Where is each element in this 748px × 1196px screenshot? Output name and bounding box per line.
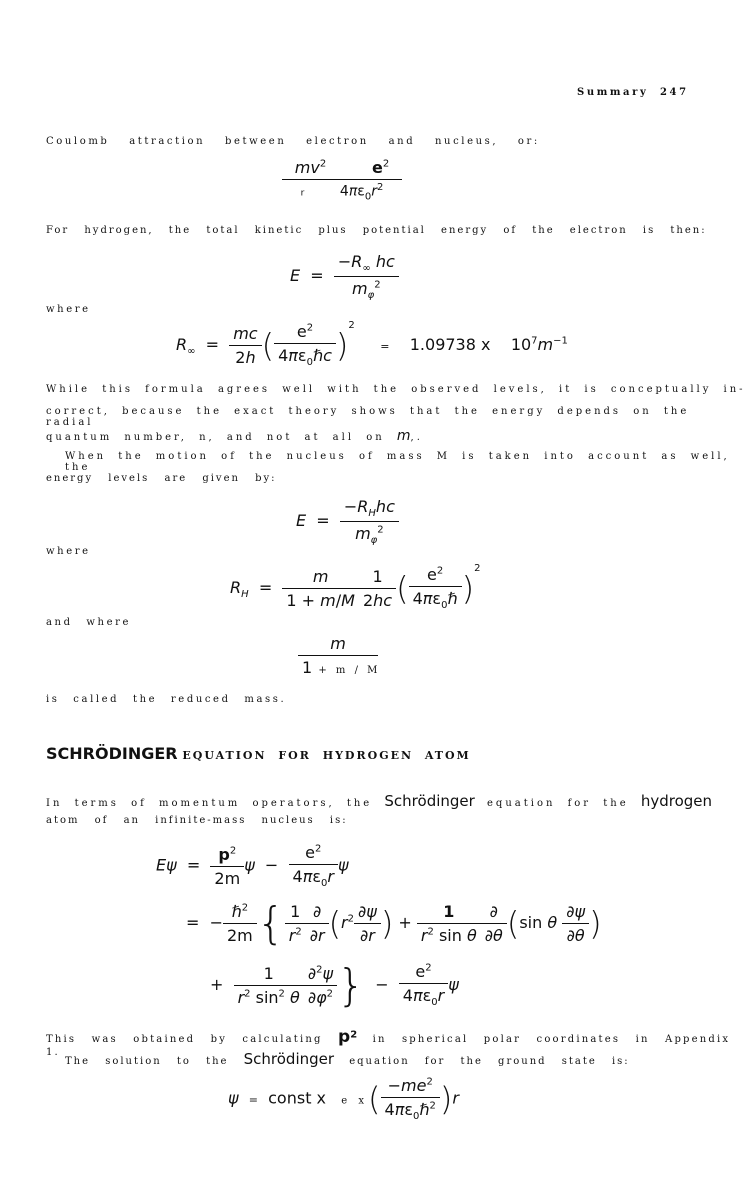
equation-schrodinger-line-1: Eψ = $\frac{p^2}{2m}$ ψ − $\frac{e^2}{4\pi\varepsilon_0r}$ ψ <box>156 843 349 890</box>
section-heading-rest: EQUATION FOR HYDROGEN ATOM <box>182 749 471 762</box>
const-label: const x <box>268 1088 327 1108</box>
paragraph-conceptual-1: While this formula agrees well with the observed levels, it is conceptually in- <box>46 384 746 395</box>
equation-energy-infinite: E = $\frac{-R_\infty hc}{m_\varphi^2}$ <box>290 252 399 301</box>
paragraph-appendix: This was obtained by calculating $p^2$ in spherical polar coordinates in Appendix 1. <box>46 1027 731 1058</box>
paragraph-nucleus-1: When the motion of the nucleus of mass M is taken into account as well, the <box>65 451 730 473</box>
section-heading <box>46 744 471 763</box>
paragraph-conceptual-2: correct, because the exact theory shows that the energy depends on the radial <box>46 406 690 428</box>
equation-rydberg-infinite: $R_\infty$ = $\frac{mc}{2h}$ ( $\frac{e^2}{4\pi\varepsilon_0\hbar c}$ )$^2$ = 1.09738 x $10^7m^{-1}$ <box>176 320 568 369</box>
symbol-m: m <box>396 428 411 444</box>
rydberg-value: 1.09738 x <box>409 335 491 354</box>
equation-energy-finite: E = $\frac{-R_Hhc}{m_\varphi^2}$ <box>296 497 399 546</box>
label-where-2: where <box>46 546 91 557</box>
equation-reduced-mass: $\frac{m}{1 + m / M}$ <box>298 634 378 677</box>
running-title: Summary <box>577 87 649 98</box>
equation-coulomb: $\frac{mv^2 e^2}{r 4\pi\varepsilon_0r^2}$ <box>282 158 402 202</box>
page-number: 247 <box>660 87 689 98</box>
exp-label: e x <box>341 1095 369 1107</box>
section-heading-word: SCHRÖDINGER <box>46 744 178 763</box>
equation-rydberg-hydrogen: $R_H$ = $\frac{m}{1 + m/M}$ $\frac{1}{2hc}$ ( $\frac{e^2}{4\pi\varepsilon_0\hbar}$ )$^2$ <box>230 563 481 612</box>
paragraph-coulomb: Coulomb attraction between electron and nucleus, or: <box>46 136 540 147</box>
label-and-where: and where <box>46 617 131 628</box>
rydberg-unit: 10 <box>510 335 532 354</box>
paragraph-reduced-mass: is called the reduced mass. <box>46 694 287 705</box>
symbol-p: p <box>338 1027 351 1047</box>
equation-ground-state: ψ = const x e x( $\frac{-me^2}{4\pi\varepsilon_0\hbar^2}$ )r <box>228 1076 459 1123</box>
paragraph-operators-2: atom of an infinite-mass nucleus is: <box>46 815 348 826</box>
label-where-1: where <box>46 304 91 315</box>
equation-schrodinger-line-3: + $\frac{1}{r^2 \sin^2 \theta}$ $\frac{\partial^2\psi}{\partial\varphi^2}$ } − $\frac{e^2}{4\pi\varepsilon_0r}$ ψ <box>210 960 459 1011</box>
paragraph-operators-1: In terms of momentum operators, the Schrödinger equation for the hydrogen <box>46 792 713 810</box>
paragraph-conceptual-3: quantum number, n, and not at all on m,. <box>46 428 423 444</box>
equation-schrodinger-line-2: = − $\frac{\hbar^2}{2m}$ { $\frac{1}{r^2}$ $\frac{\partial}{\partial r}$ ($r^2$ $\frac{\partial\psi}{\partial r}$ ) + $\frac{1}{r^2 \sin \theta}$ $\frac{\partial}{\partial\theta}$ (sin θ $\frac{\partial\psi}{\partial\theta}$ ) <box>186 898 602 949</box>
paragraph-ground-state: The solution to the Schrödinger equation for the ground state is: <box>65 1050 630 1068</box>
paragraph-total-energy: For hydrogen, the total kinetic plus potential energy of the electron is then: <box>46 225 707 236</box>
paragraph-nucleus-2: energy levels are given by: <box>46 473 277 484</box>
